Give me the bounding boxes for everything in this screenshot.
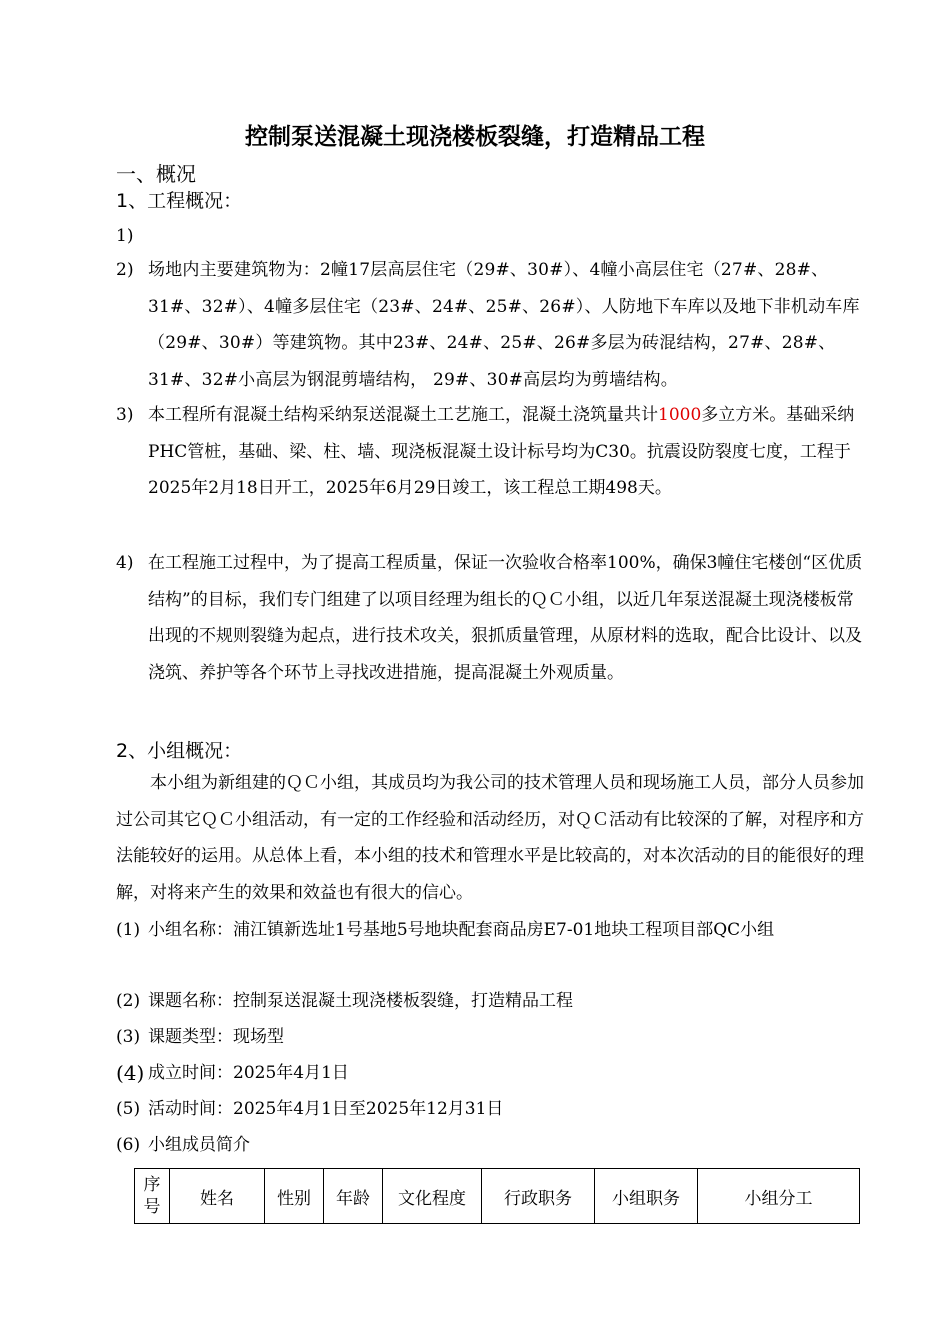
list-item-number: (4)	[116, 1061, 145, 1085]
members-table	[134, 1168, 860, 1224]
group-item-5	[116, 1091, 864, 1128]
list-item-text: 在工程施工过程中，为了提高工程质量，保证一次验收合格率100%，确保3幢住宅楼创“区优质结构”的目标，我们专门组建了以项目经理为组长的ＱＣ小组，以近几年泵送混凝土现浇楼板常出现的不规则裂缝为起点，进行技术攻关，狠抓质量管理，从原材料的选取，配合比设计、以及浇筑、养护等各个环节上寻找改进措施，提高混凝土外观质量。	[148, 553, 863, 683]
list-item-number: (1)	[116, 920, 141, 940]
list-item-text: 课题名称：控制泵送混凝土现浇楼板裂缝，打造精品工程	[148, 991, 573, 1011]
list-item-number: 2)	[116, 260, 134, 280]
list-item-text	[148, 397, 864, 507]
header-cell-name: 姓名	[170, 1169, 265, 1224]
header-cell-group-role: 小组职务	[595, 1169, 698, 1224]
list-item-number: (6)	[116, 1135, 141, 1155]
table-header-row	[135, 1169, 860, 1224]
header-cell-gender: 性别	[265, 1169, 324, 1224]
group-description: 本小组为新组建的ＱＣ小组，其成员均为我公司的技术管理人员和现场施工人员，部分人员参加过公司其它ＱＣ小组活动，有一定的工作经验和活动经历，对ＱＣ活动有比较深的了解，对程序和方法能较好的运用。从总体上看，本小组的技术和管理水平是比较高的，对本次活动的目的能很好的理解，对将来产生的效果和效益也有很大的信心。	[116, 773, 864, 903]
subsection-heading-group: 2、小组概况：	[116, 740, 243, 762]
header-cell-education: 文化程度	[383, 1169, 482, 1224]
group-item-4	[116, 1055, 864, 1092]
list-item-text: 课题类型：现场型	[148, 1027, 284, 1047]
list-item-2	[116, 252, 864, 398]
text-segment: 本工程所有混凝土结构采纳泵送混凝土工艺施工，混凝土浇筑量共计	[148, 405, 658, 425]
group-item-3	[116, 1019, 864, 1056]
list-item-number: (2)	[116, 991, 141, 1011]
header-cell-admin-role: 行政职务	[482, 1169, 595, 1224]
subsection-heading-project: 1、工程概况：	[116, 190, 243, 212]
group-item-2	[116, 983, 864, 1020]
header-cell-age: 年龄	[324, 1169, 383, 1224]
list-item-3	[116, 397, 864, 507]
list-item-4	[116, 545, 864, 691]
section-heading-overview: 一、概况	[116, 162, 196, 186]
list-item-number: 3)	[116, 405, 134, 425]
text-segment: 多立方米。基础采纳PHC管桩，基础、梁、柱、墙、现浇板混凝土设计标号均为C30。抗震设防裂度七度，工程于2025年2月18日开工，2025年6月29日竣工，该工程总工期498天。	[148, 405, 855, 498]
list-item-text: 小组名称：浦江镇新选址1号基地5号地块配套商品房E7-01地块工程项目部QC小组	[148, 920, 775, 940]
highlighted-volume: 1000	[658, 405, 702, 425]
list-item-text: 小组成员简介	[148, 1135, 250, 1155]
list-item-number: (5)	[116, 1099, 141, 1119]
header-cell-index: 序 号	[135, 1169, 170, 1224]
group-item-1	[116, 912, 864, 949]
group-item-6	[116, 1127, 864, 1164]
list-item-text: 成立时间：2025年4月1日	[148, 1063, 349, 1083]
list-item-number: 1)	[116, 226, 134, 246]
list-item-number: 4)	[116, 553, 134, 573]
list-item-text: 活动时间：2025年4月1日至2025年12月31日	[148, 1099, 504, 1119]
list-item-number: (3)	[116, 1027, 141, 1047]
document-title: 控制泵送混凝土现浇楼板裂缝，打造精品工程	[245, 124, 705, 150]
header-cell-duty: 小组分工	[698, 1169, 860, 1224]
list-item-text: 场地内主要建筑物为：2幢17层高层住宅（29#、30#）、4幢小高层住宅（27#、28#、31#、32#）、4幢多层住宅（23#、24#、25#、26#）、人防地下车库以及地下非机动车库（29#、30#）等建筑物。其中23#、24#、25#、26#多层为砖混结构，27#、28#、31#、32#小高层为钢混剪墙结构， 29#、30#高层均为剪墙结构。	[148, 260, 860, 390]
